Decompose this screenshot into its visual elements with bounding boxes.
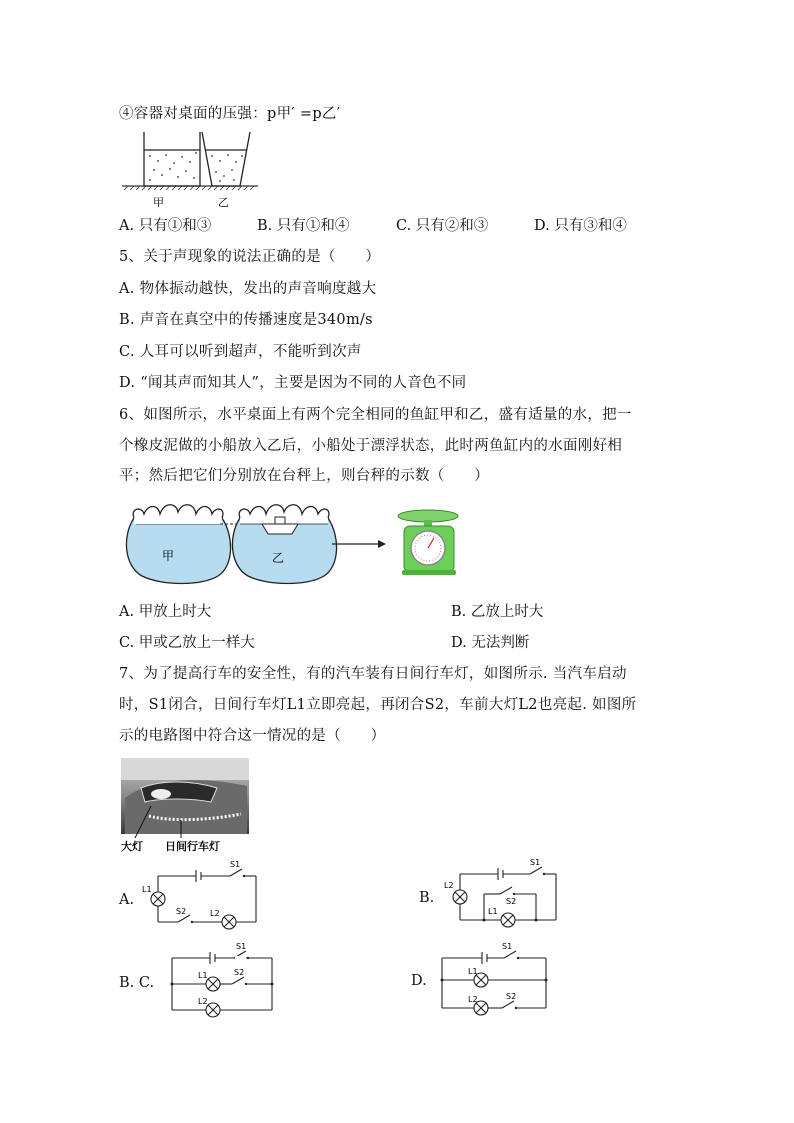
q6-stem-line-3: 平；然后把它们分别放在台秤上，则台秤的示数（ ）: [119, 468, 489, 484]
q5-option-b: B. 声音在真空中的传播速度是340m/s: [119, 312, 373, 328]
q5-option-d: D. “闻其声而知其人”，主要是因为不同的人音色不同: [119, 375, 467, 391]
q4-option-a: A. 只有①和③: [119, 218, 212, 234]
q7-a-l1: L1: [142, 885, 152, 894]
q7-option-d-label: D.: [411, 973, 427, 989]
q5-option-c: C. 人耳可以听到超声，不能听到次声: [119, 344, 362, 360]
q4-label-yi: 乙: [218, 196, 229, 209]
q7-c-l2: L2: [198, 997, 208, 1006]
q7-circuit-d: [434, 940, 554, 1024]
q4-label-jia: 甲: [153, 196, 164, 209]
q4-item-4: ④容器对桌面的压强：p甲′ =p乙′: [119, 106, 341, 122]
q7-b-s1: S1: [530, 858, 541, 867]
q6-option-a: A. 甲放上时大: [119, 604, 212, 620]
q6-fishtank-figure: [122, 496, 472, 590]
q6-stem-line-2: 个橡皮泥做的小船放入乙后，小船处于漂浮状态，此时两鱼缸内的水面刚好相: [119, 438, 623, 454]
q7-d-s2: S2: [506, 992, 517, 1001]
q7-d-l2: L2: [468, 995, 478, 1004]
q7-option-c-label: B. C.: [119, 975, 155, 991]
q6-option-d: D. 无法判断: [451, 635, 530, 651]
q6-stem-line-1: 6、如图所示，水平桌面上有两个完全相同的鱼缸甲和乙，盛有适量的水，把一: [119, 407, 632, 423]
q7-car-photo: [121, 758, 251, 858]
q7-b-l2: L2: [444, 881, 454, 890]
q7-stem-line-3: 示的电路图中符合这一情况的是（ ）: [119, 728, 386, 744]
q7-b-s2: S2: [506, 897, 517, 906]
q7-d-s1: S1: [502, 942, 513, 951]
q7-c-l1: L1: [198, 971, 208, 980]
q7-circuit-c: [164, 940, 280, 1024]
q7-a-s2: S2: [176, 907, 187, 916]
q6-label-yi: 乙: [272, 551, 285, 565]
q7-c-s2: S2: [234, 968, 245, 977]
q7-stem-line-1: 7、为了提高行车的安全性，有的汽车装有日间行车灯，如图所示. 当汽车启动: [119, 666, 627, 682]
q5-stem: 5、关于声现象的说法正确的是（ ）: [119, 249, 381, 265]
q4-option-d: D. 只有③和④: [534, 218, 627, 234]
q4-containers-figure: [120, 128, 260, 216]
q7-circuit-a: [138, 858, 264, 934]
q7-circuit-b: [440, 856, 562, 932]
q7-option-a-label: A.: [119, 892, 135, 908]
q7-label-headlight: 大灯: [121, 840, 143, 853]
q7-label-drl: 日间行车灯: [165, 840, 220, 853]
q6-label-jia: 甲: [162, 549, 175, 563]
q5-option-a: A. 物体振动越快，发出的声音响度越大: [119, 281, 377, 297]
q6-option-b: B. 乙放上时大: [451, 604, 544, 620]
q4-option-b: B. 只有①和④: [257, 218, 350, 234]
q7-c-s1: S1: [236, 942, 247, 951]
q7-option-b-label: B.: [419, 890, 435, 906]
q7-stem-line-2: 时，S1闭合，日间行车灯L1立即亮起，再闭合S2，车前大灯L2也亮起. 如图所: [119, 697, 637, 713]
q7-a-s1: S1: [230, 860, 241, 869]
q4-option-c: C. 只有②和③: [396, 218, 489, 234]
q7-d-l1: L1: [468, 967, 478, 976]
q6-option-c: C. 甲或乙放上一样大: [119, 635, 255, 651]
q7-a-l2: L2: [210, 909, 220, 918]
q7-b-l1: L1: [488, 907, 498, 916]
